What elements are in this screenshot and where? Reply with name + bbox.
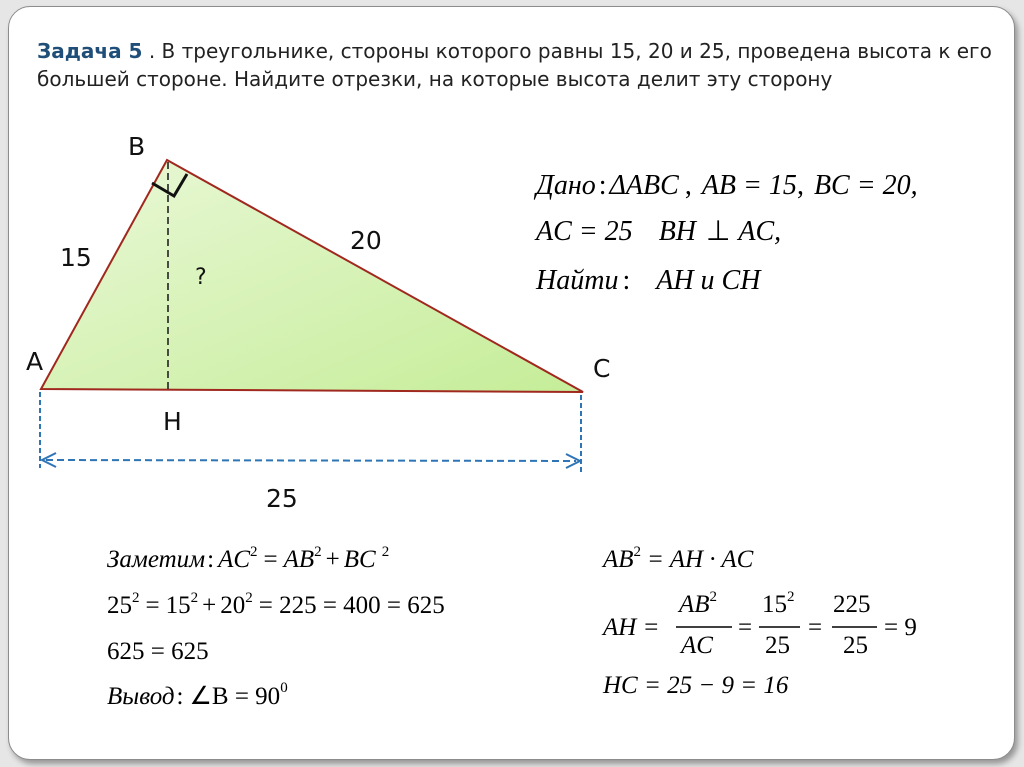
solution-right-line-1: $AB^2$ = AH · AC	[603, 544, 754, 573]
result-ah: = 9	[884, 614, 917, 641]
foot-h-label: H	[163, 407, 182, 436]
solution-line-4: Вывод: ∠B = $90^0$	[107, 680, 288, 710]
vertex-c-label: C	[593, 354, 611, 383]
side-ab-label: 15	[60, 243, 92, 272]
ah-label: AH =	[603, 614, 660, 641]
solution-right-line-3: HC = 25 − 9 = 16	[603, 672, 789, 699]
dimension-line	[46, 460, 576, 461]
triangle-abc	[41, 160, 583, 392]
eq-sign-1: =	[738, 614, 753, 641]
solution-line-2: $25^2 = 15^2 + 20^2 = 225 = 400 = 625$	[107, 590, 445, 619]
fraction-3-denominator: 25	[843, 632, 868, 659]
given-line-3: Найти : AH и CH	[536, 265, 761, 296]
given-line-1: Дано : ΔABC , AB = 15, BC = 20,	[533, 170, 918, 201]
problem-text: . В треугольнике, стороны которого равны 15, 20 и 25, проведена высота к его большей стороне. Найдите отрезки, на которые высота делит эту сторону	[37, 39, 992, 91]
fraction-2-numerator: $15^2$	[762, 589, 795, 618]
vertex-b-label: B	[128, 132, 146, 161]
solution-left	[107, 544, 445, 710]
fraction-2-denominator: 25	[765, 632, 790, 659]
solution-line-3: 625 = 625	[107, 638, 209, 665]
given-line-2: AC = 25 BH ⊥ AC,	[536, 216, 782, 247]
side-bc-label: 20	[350, 226, 382, 255]
find-label: Найти	[536, 265, 619, 296]
solution-line-1: Заметим: $AC^2 = AB^2$ + BC $^2$	[107, 544, 390, 573]
given-label: Дано	[536, 170, 596, 201]
unknown-mark: ?	[195, 265, 207, 290]
solution-right	[601, 544, 917, 699]
fraction-3-numerator: 225	[833, 591, 871, 618]
problem-label: Задача 5	[37, 39, 143, 63]
given-block	[533, 170, 918, 296]
fraction-1-denominator: AC	[681, 632, 713, 659]
side-ac-label: 25	[266, 484, 298, 513]
vertex-a-label: A	[26, 347, 44, 376]
eq-sign-2: =	[808, 614, 823, 641]
fraction-1-numerator: $AB^2$	[679, 589, 718, 618]
